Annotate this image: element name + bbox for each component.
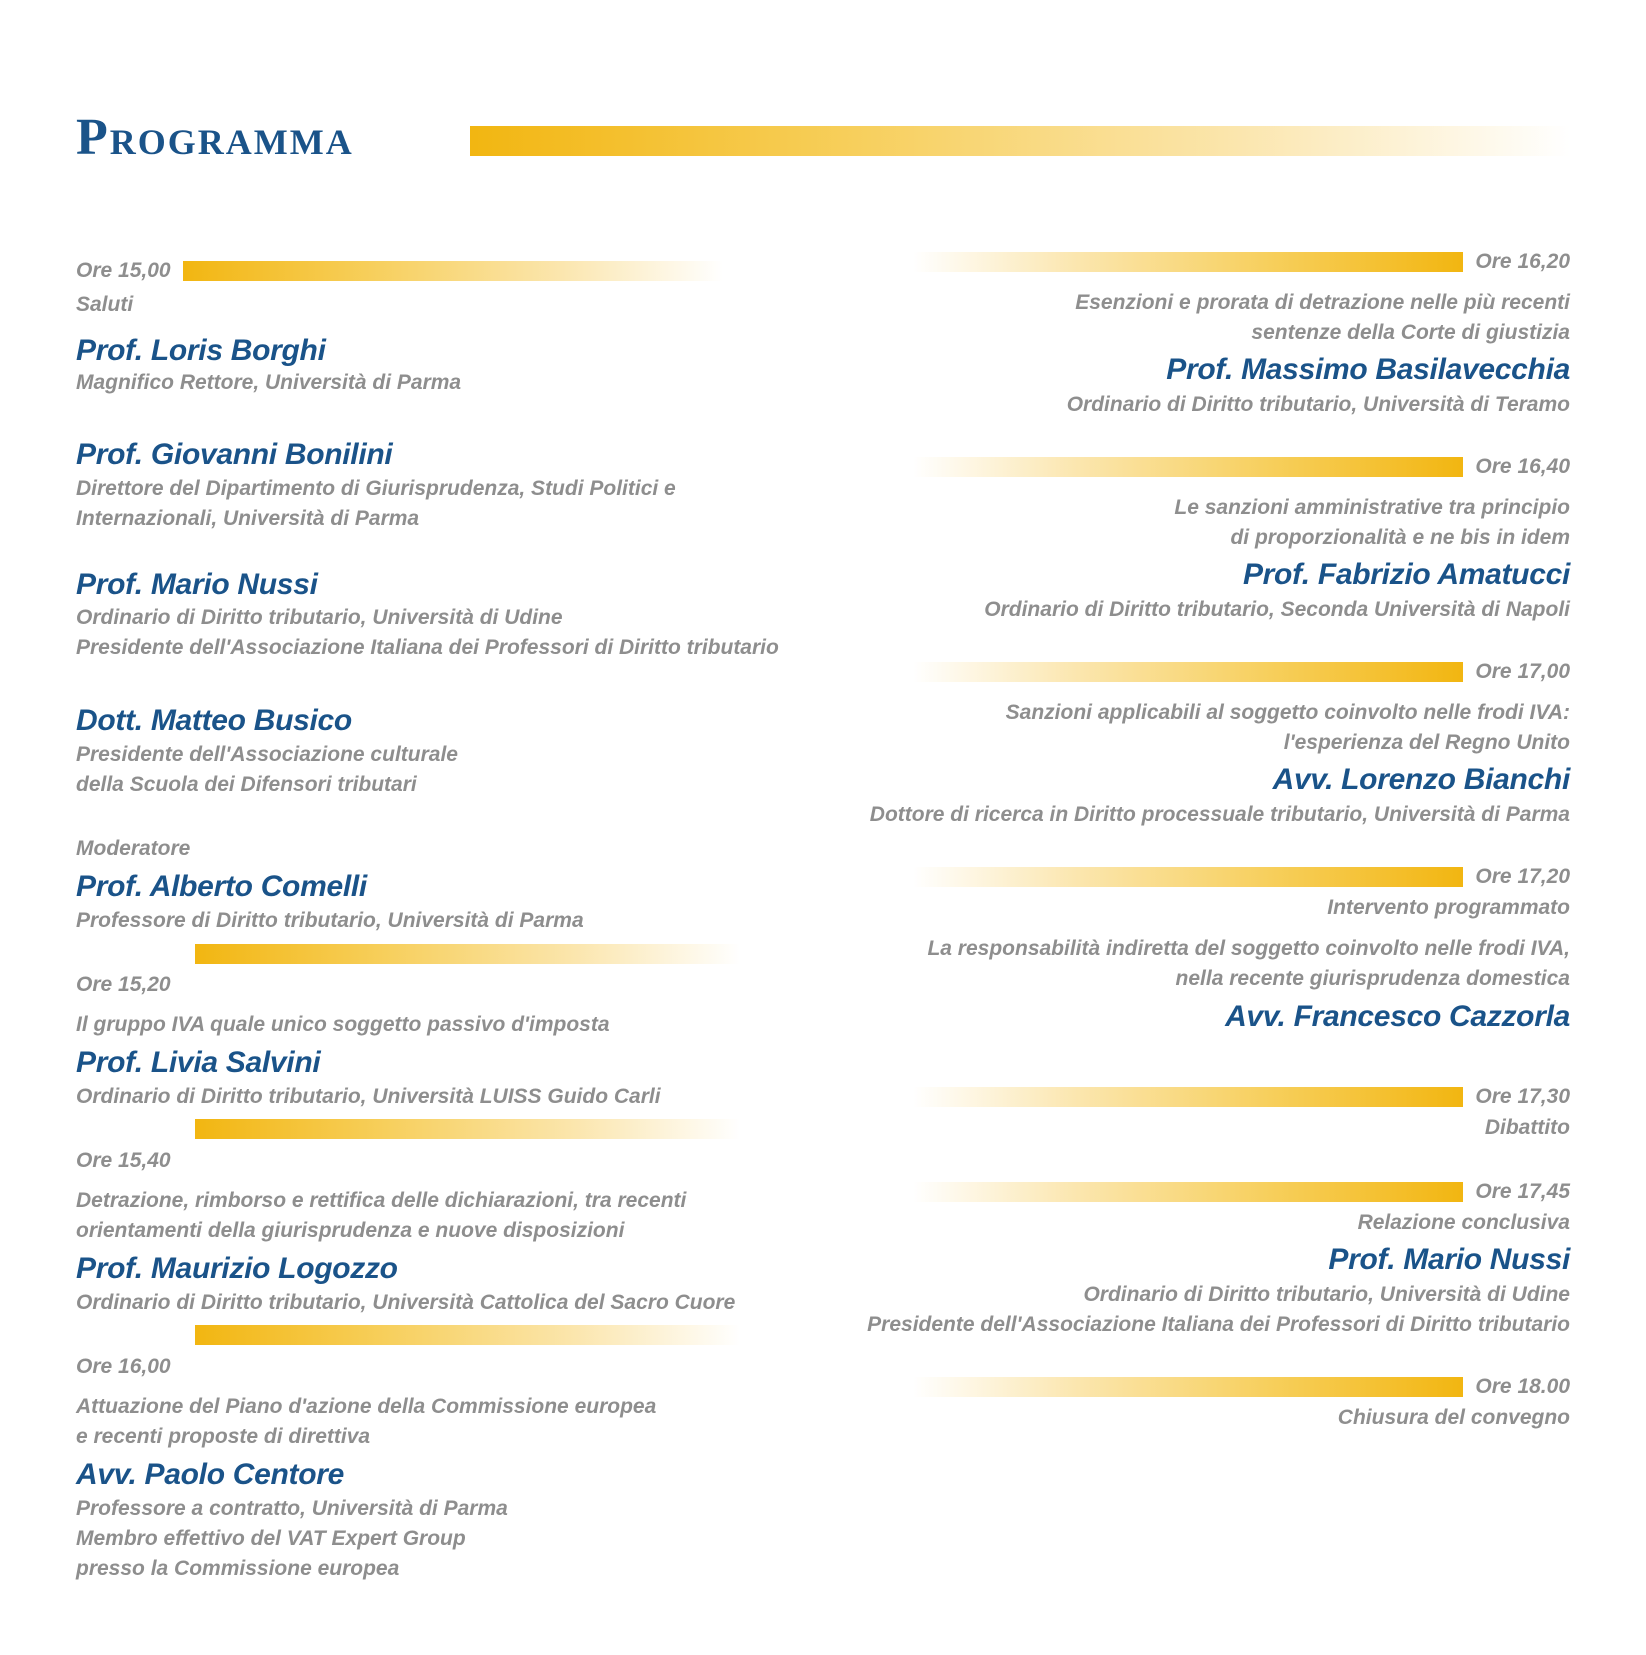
session-topic: l'esperienza del Regno Unito bbox=[1283, 731, 1570, 754]
page-title: Programma bbox=[76, 109, 354, 166]
session-time: Ore 17,20 bbox=[1475, 865, 1570, 888]
moderator-label: Moderatore bbox=[76, 837, 191, 860]
time-accent-bar bbox=[913, 1182, 1463, 1202]
time-accent-bar bbox=[195, 1119, 740, 1139]
speaker-role: Internazionali, Università di Parma bbox=[76, 507, 420, 530]
session-topic: La responsabilità indiretta del soggetto coinvolto nelle frodi IVA, bbox=[927, 937, 1570, 960]
speaker-role: Direttore del Dipartimento di Giurisprudenza, Studi Politici e bbox=[76, 477, 676, 500]
session-topic: Sanzioni applicabili al soggetto coinvolto nelle frodi IVA: bbox=[1005, 701, 1570, 724]
session-time: Ore 16,20 bbox=[1475, 250, 1570, 273]
speaker-name: Avv. Paolo Centore bbox=[76, 1458, 345, 1491]
time-accent-bar bbox=[195, 944, 740, 964]
speaker-role: Ordinario di Diritto tributario, Università LUISS Guido Carli bbox=[76, 1085, 661, 1108]
speaker-role: Dottore di ricerca in Diritto processuale tributario, Università di Parma bbox=[869, 803, 1570, 826]
speaker-name: Avv. Lorenzo Bianchi bbox=[1272, 763, 1570, 796]
session-time: Ore 18.00 bbox=[1475, 1375, 1570, 1398]
session-topic: nella recente giurisprudenza domestica bbox=[1175, 967, 1570, 990]
session-time: Ore 15,00 bbox=[76, 259, 171, 282]
session-time-row bbox=[913, 861, 1570, 892]
session-subtitle: Intervento programmato bbox=[1327, 896, 1570, 919]
speaker-role: Ordinario di Diritto tributario, Università di Teramo bbox=[1066, 393, 1570, 416]
session-time: Ore 15,40 bbox=[76, 1149, 171, 1172]
session-topic: Esenzioni e prorata di detrazione nelle più recenti bbox=[1075, 291, 1570, 314]
time-accent-bar bbox=[195, 1325, 740, 1345]
speaker-role: presso la Commissione europea bbox=[76, 1557, 400, 1580]
session-time: Ore 16,00 bbox=[76, 1355, 171, 1378]
session-subtitle: Chiusura del convegno bbox=[1337, 1406, 1570, 1429]
speaker-name: Prof. Alberto Comelli bbox=[76, 870, 367, 903]
session-time-row bbox=[913, 451, 1570, 482]
speaker-name: Avv. Francesco Cazzorla bbox=[1225, 1000, 1570, 1033]
speaker-name: Prof. Livia Salvini bbox=[76, 1046, 321, 1079]
speaker-role: Professore a contratto, Università di Parma bbox=[76, 1497, 508, 1520]
session-time-row bbox=[913, 1176, 1570, 1207]
session-subtitle: Relazione conclusiva bbox=[1357, 1211, 1570, 1234]
time-accent-bar bbox=[913, 457, 1463, 477]
session-time: Ore 17,45 bbox=[1475, 1180, 1570, 1203]
title-accent-bar bbox=[470, 126, 1570, 156]
speaker-role: Presidente dell'Associazione Italiana dei Professori di Diritto tributario bbox=[76, 636, 779, 659]
session-time-row bbox=[76, 255, 723, 286]
session-time-row bbox=[913, 1371, 1570, 1402]
time-accent-bar bbox=[183, 261, 723, 281]
session-time-row bbox=[913, 656, 1570, 687]
speaker-name: Prof. Fabrizio Amatucci bbox=[1242, 558, 1570, 591]
session-subtitle: Dibattito bbox=[1484, 1116, 1570, 1139]
speaker-role: Ordinario di Diritto tributario, Università di Udine bbox=[76, 606, 563, 629]
speaker-role: Professore di Diritto tributario, Università di Parma bbox=[76, 909, 584, 932]
speaker-name: Prof. Loris Borghi bbox=[76, 334, 326, 367]
session-time: Ore 15,20 bbox=[76, 973, 171, 996]
speaker-role: Presidente dell'Associazione culturale bbox=[76, 743, 458, 766]
speaker-role: Ordinario di Diritto tributario, Seconda Università di Napoli bbox=[984, 598, 1570, 621]
speaker-role: Membro effettivo del VAT Expert Group bbox=[76, 1527, 466, 1550]
time-accent-bar bbox=[913, 662, 1463, 682]
time-accent-bar bbox=[913, 867, 1463, 887]
session-topic: orientamenti della giurisprudenza e nuove disposizioni bbox=[76, 1219, 625, 1242]
session-subtitle: Saluti bbox=[76, 293, 134, 316]
speaker-role: Ordinario di Diritto tributario, Università Cattolica del Sacro Cuore bbox=[76, 1291, 736, 1314]
speaker-role: Ordinario di Diritto tributario, Università di Udine bbox=[1083, 1283, 1570, 1306]
session-topic: e recenti proposte di direttiva bbox=[76, 1425, 371, 1448]
session-topic: Detrazione, rimborso e rettifica delle dichiarazioni, tra recenti bbox=[76, 1189, 687, 1212]
speaker-name: Prof. Maurizio Logozzo bbox=[76, 1252, 398, 1285]
speaker-name: Prof. Giovanni Bonilini bbox=[76, 438, 393, 471]
time-accent-bar bbox=[913, 1087, 1463, 1107]
speaker-name: Prof. Mario Nussi bbox=[1328, 1243, 1570, 1276]
session-topic: Le sanzioni amministrative tra principio bbox=[1174, 496, 1570, 519]
session-topic: Il gruppo IVA quale unico soggetto passivo d'imposta bbox=[76, 1013, 610, 1036]
speaker-name: Dott. Matteo Busico bbox=[76, 704, 352, 737]
session-topic: sentenze della Corte di giustizia bbox=[1251, 321, 1570, 344]
session-topic: di proporzionalità e ne bis in idem bbox=[1230, 526, 1570, 549]
session-time: Ore 17,00 bbox=[1475, 660, 1570, 683]
session-time: Ore 17,30 bbox=[1475, 1085, 1570, 1108]
session-time-row bbox=[913, 246, 1570, 277]
speaker-role: Presidente dell'Associazione Italiana dei Professori di Diritto tributario bbox=[867, 1313, 1570, 1336]
time-accent-bar bbox=[913, 252, 1463, 272]
session-time: Ore 16,40 bbox=[1475, 455, 1570, 478]
session-topic: Attuazione del Piano d'azione della Commissione europea bbox=[76, 1395, 657, 1418]
session-time-row bbox=[913, 1081, 1570, 1112]
time-accent-bar bbox=[913, 1377, 1463, 1397]
speaker-role: della Scuola dei Difensori tributari bbox=[76, 773, 417, 796]
speaker-role: Magnifico Rettore, Università di Parma bbox=[76, 371, 462, 394]
speaker-name: Prof. Mario Nussi bbox=[76, 568, 318, 601]
speaker-name: Prof. Massimo Basilavecchia bbox=[1166, 353, 1570, 386]
